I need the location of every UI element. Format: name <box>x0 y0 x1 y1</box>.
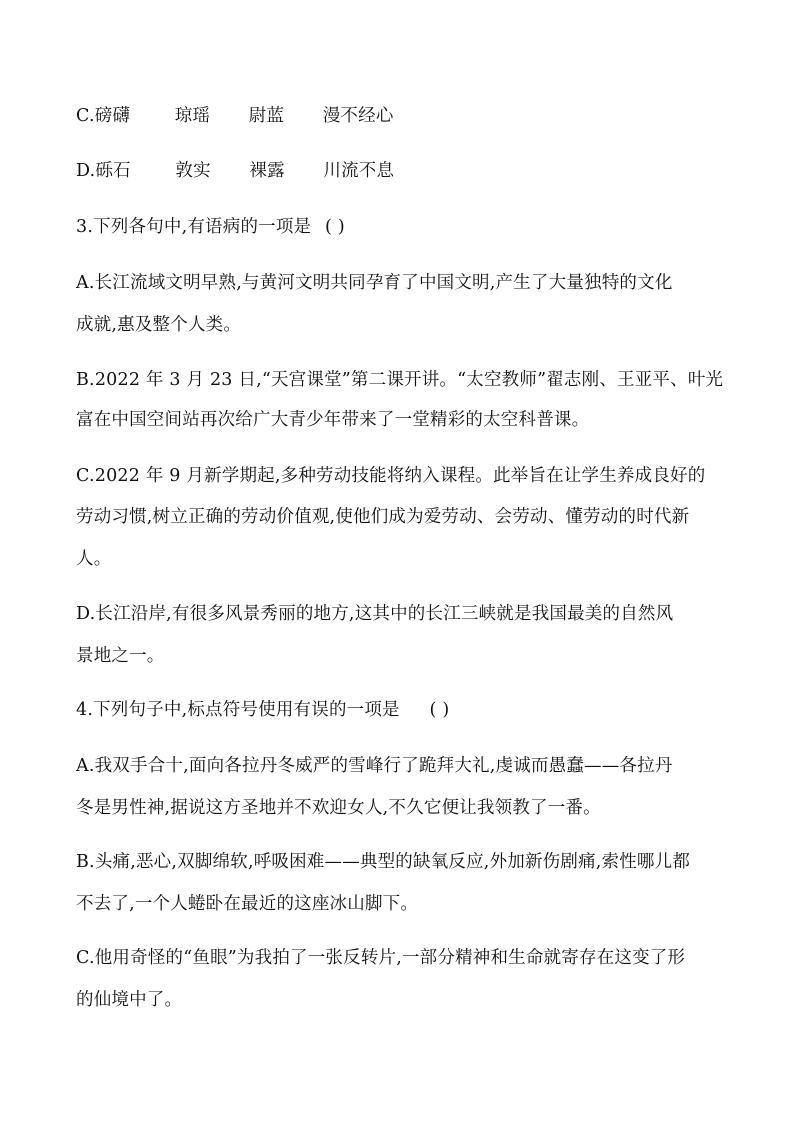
q2-option-d <box>76 159 726 183</box>
q2-option-c-word-1: 磅礴 <box>94 106 131 126</box>
q3-answer-blank: ( ) <box>325 217 345 237</box>
q2-option-d-word-4: 川流不息 <box>323 161 395 181</box>
q4-stem <box>76 698 726 722</box>
q2-option-c-word-4: 漫不经心 <box>322 106 394 126</box>
q3-option-b-line-2: 富在中国空间站再次给广大青少年带来了一堂精彩的太空科普课。 <box>76 410 590 430</box>
q4-option-a-line-1: A.我双手合十,面向各拉丹冬威严的雪峰行了跪拜大礼,虔诚而愚蠢——各拉丹 <box>76 756 673 776</box>
q3-option-c-line-1: C.2022 年 9 月新学期起,多种劳动技能将纳入课程。此举旨在让学生养成良好的 <box>76 466 706 486</box>
q2-option-c-word-2: 琼瑶 <box>174 106 211 126</box>
q3-option-a-line-2: 成就,惠及整个人类。 <box>76 315 242 335</box>
q3-option-d-line-1: D.长江沿岸,有很多风景秀丽的地方,这其中的长江三峡就是我国最美的自然风 <box>76 604 674 624</box>
q2-option-d-word-2: 敦实 <box>175 161 211 181</box>
q3-option-d-line-2: 景地之一。 <box>76 646 165 666</box>
q4-stem-text: 4.下列句子中,标点符号使用有误的一项是 <box>76 700 400 720</box>
q2-option-d-word-1: 砾石 <box>95 161 131 181</box>
q2-option-d-label: D. <box>76 161 96 181</box>
q4-option-c-line-1: C.他用奇怪的“鱼眼”为我拍了一张反转片,一部分精神和生命就寄存在这变了形 <box>76 948 686 968</box>
q4-option-b-line-1: B.头痛,恶心,双脚绵软,呼吸困难——典型的缺氧反应,外加新伤剧痛,索性哪儿都 <box>76 852 691 872</box>
q3-option-c-line-2: 劳动习惯,树立正确的劳动价值观,使他们成为爱劳动、会劳动、懂劳动的时代新 <box>76 507 690 527</box>
q4-option-b-line-2: 不去了,一个人蜷卧在最近的这座冰山脚下。 <box>76 894 419 914</box>
q4-answer-blank: ( ) <box>429 700 450 720</box>
q3-option-c-line-3: 人。 <box>76 549 112 569</box>
q4-option-c-line-2: 的仙境中了。 <box>76 990 183 1010</box>
q3-stem <box>76 215 726 239</box>
q2-option-c <box>76 104 726 128</box>
q4-option-a-line-2: 冬是男性神,据说这方圣地并不欢迎女人,不久它便让我领教了一番。 <box>76 798 601 818</box>
q3-option-b-line-1: B.2022 年 3 月 23 日,“天宫课堂”第二课开讲。“太空教师”翟志刚、王亚平、叶光 <box>76 370 724 390</box>
q2-option-c-word-3: 尉蓝 <box>248 106 285 126</box>
q3-option-a-line-1: A.长江流域文明早熟,与黄河文明共同孕育了中国文明,产生了大量独特的文化 <box>76 273 673 293</box>
q3-stem-text: 3.下列各句中,有语病的一项是 <box>76 217 312 237</box>
q2-option-c-label: C. <box>76 106 95 126</box>
q2-option-d-word-3: 裸露 <box>249 161 285 181</box>
